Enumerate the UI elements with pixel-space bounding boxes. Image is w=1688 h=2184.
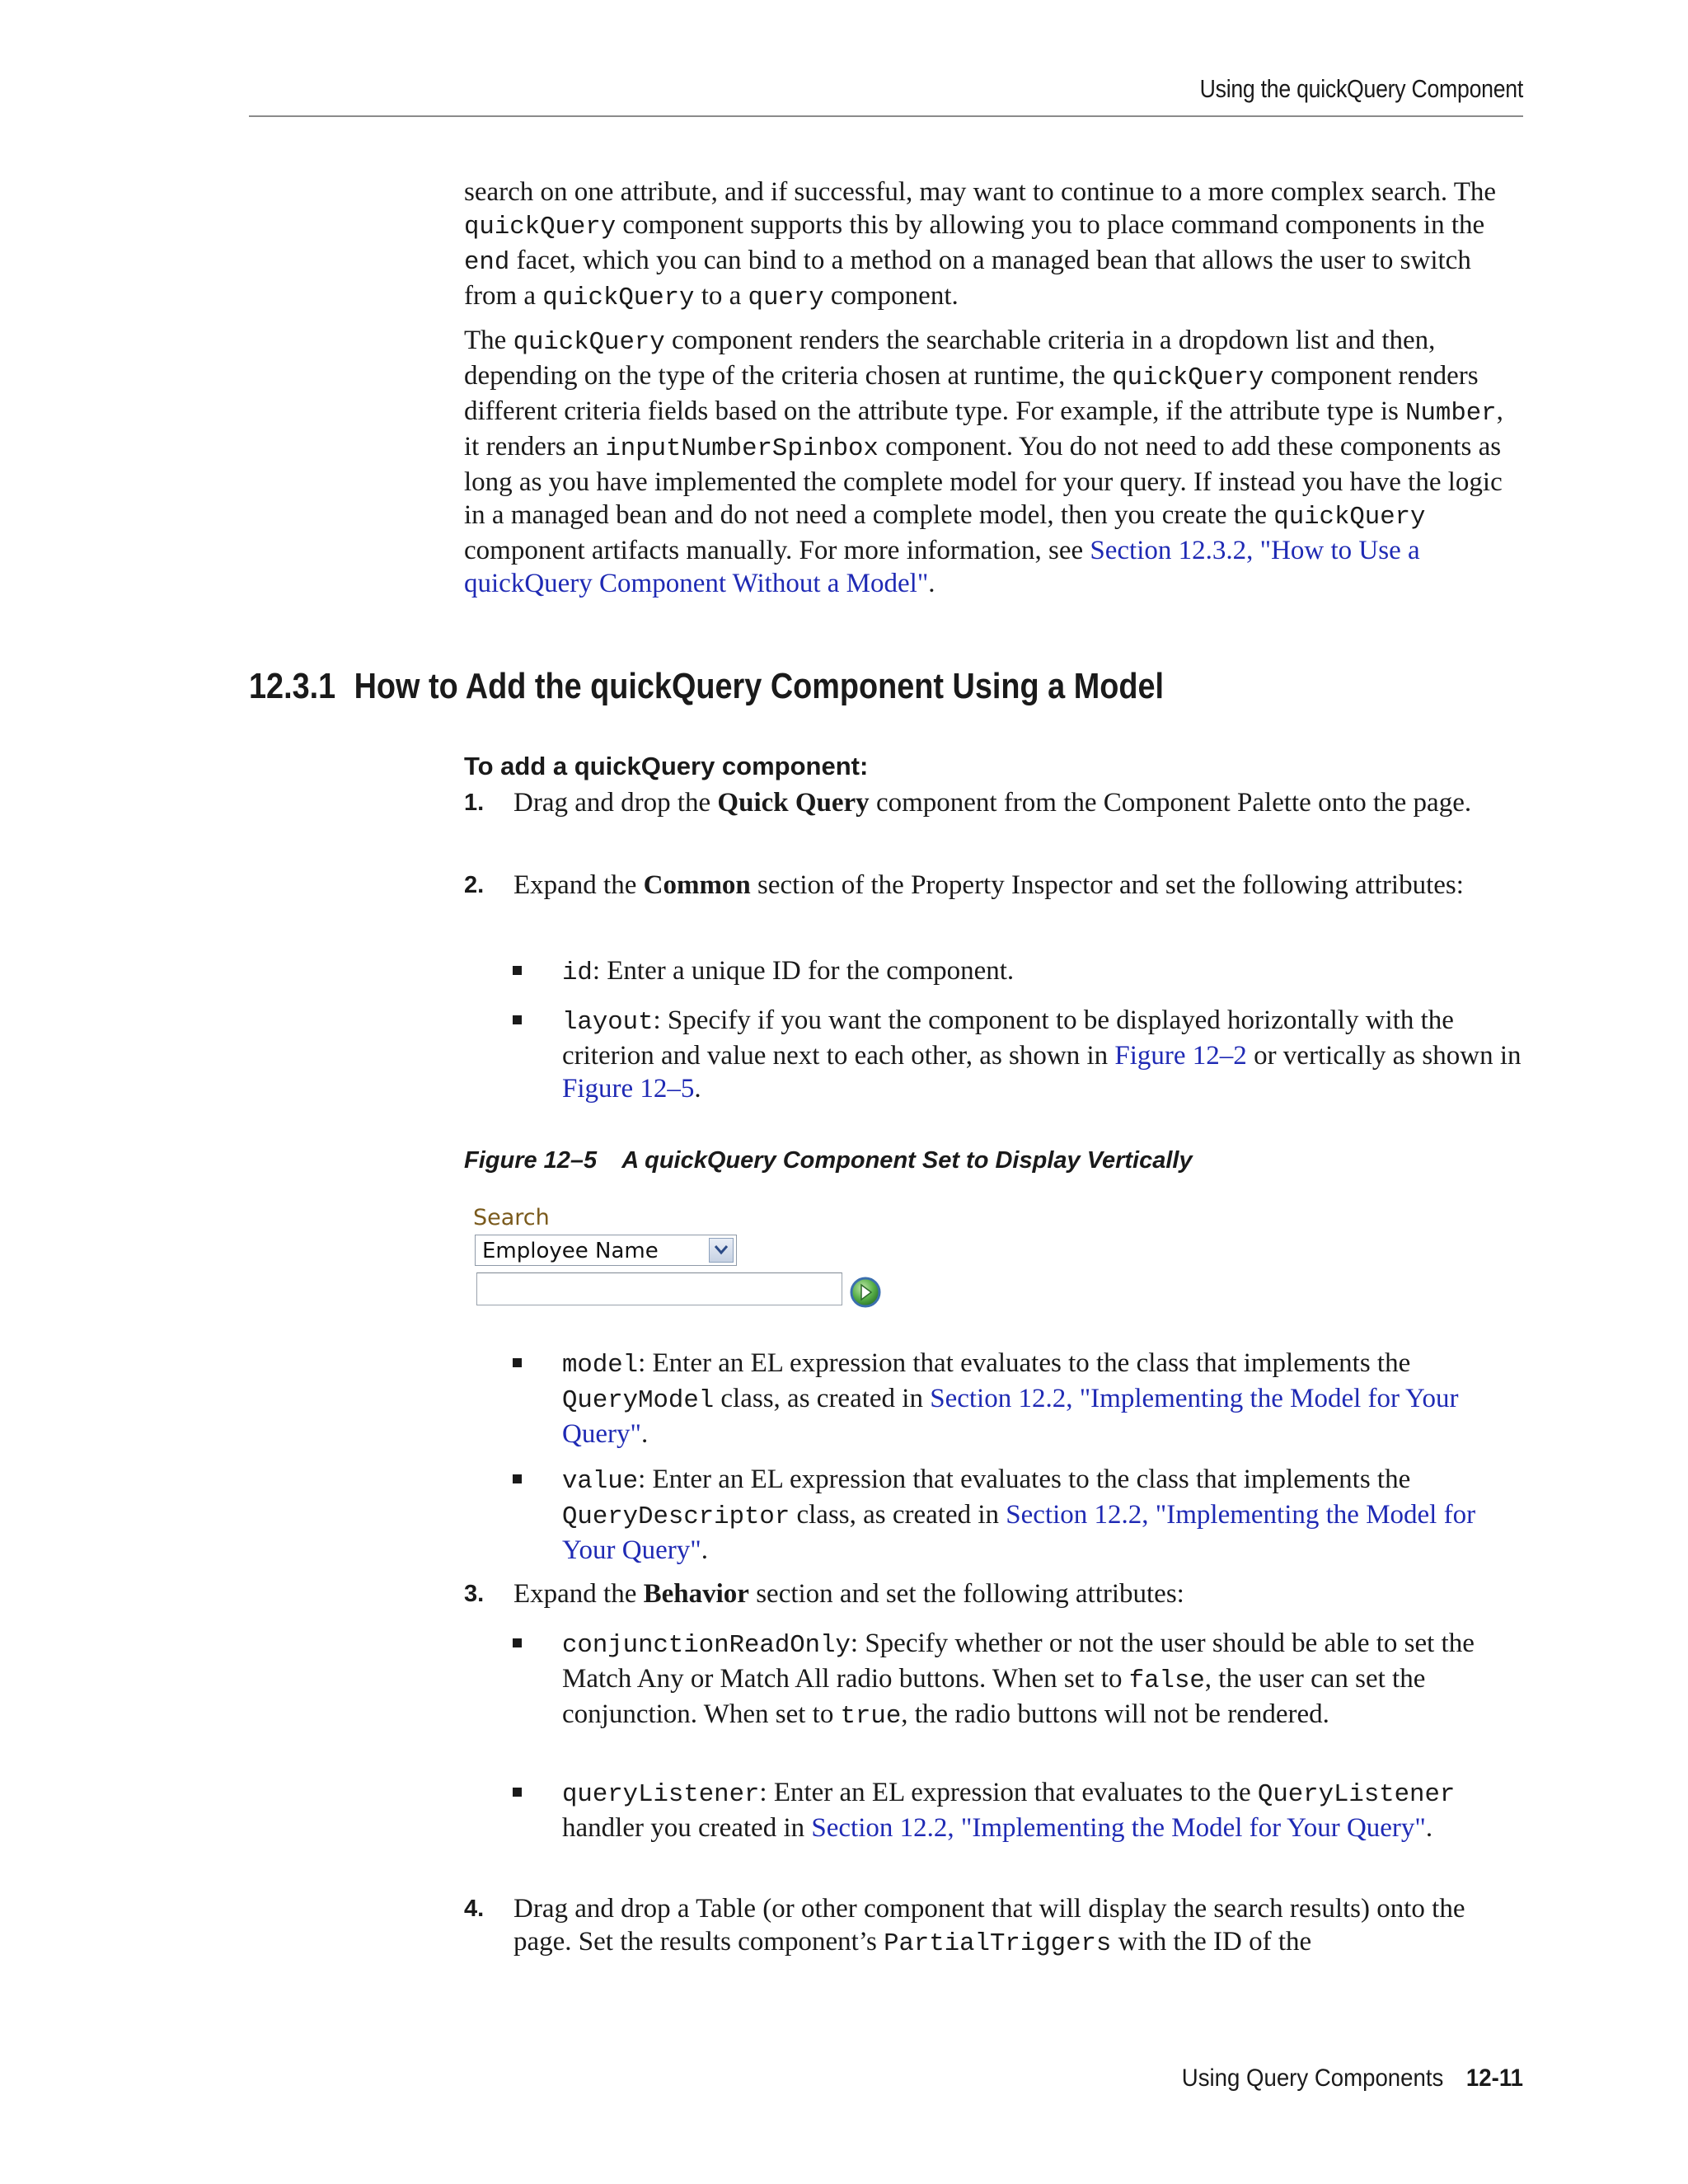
link-section-12-3-2[interactable]: Section 12.3.2, "How to Use a quickQuery Component Without a Model" [464,536,1420,598]
code-inputnumberspinbox: inputNumberSpinbox [605,434,879,463]
bullet-text [562,1627,1523,1733]
bullet-square-icon [513,1638,522,1647]
text-run: component artifacts manually. For more information, see [464,536,1090,565]
search-label: Search [473,1205,550,1230]
bullet-value [513,1463,1523,1567]
code-model: model [562,1351,639,1380]
code-conjunctionreadonly: conjunctionReadOnly [562,1631,851,1660]
bullet-square-icon [513,1358,522,1367]
code-quickquery: quickQuery [542,284,695,312]
text-run: search on one attribute, and if successful, may want to continue to a more complex search. The [464,177,1497,207]
text-run: : Specify if you want the component to be displayed horizontally with the criterion and value next to each other, as shown in [562,1005,1454,1071]
text-run: Expand the [513,870,644,900]
link-section-12-2[interactable]: Section 12.2, "Implementing the Model for Your Query" [562,1384,1459,1449]
figure-number: Figure 12–5 [464,1147,598,1174]
text-run: Drag and drop a Table (or other component that will display the search results) onto the page. Set the results component’s [513,1894,1465,1957]
footer-chapter-title: Using Query Components [1181,2064,1444,2092]
code-false: false [1128,1666,1205,1695]
code-querydescriptor: QueryDescriptor [562,1502,790,1531]
text-run: The [464,326,513,355]
text-run: Drag and drop the [513,788,718,818]
text-run: class, as created in [790,1500,1006,1530]
step-3 [464,1577,1523,1610]
figure-caption [464,1147,1193,1174]
figure-quickquery-vertical [471,1205,900,1314]
text-run: component supports this by allowing you to place command components in the [616,210,1485,240]
bullet-square-icon [513,966,522,975]
step-2 [464,869,1523,902]
step-4 [464,1892,1523,1961]
bullet-model [513,1347,1523,1451]
code-quickquery: quickQuery [464,213,617,241]
step-1 [464,786,1523,819]
code-layout: layout [562,1008,654,1037]
text-run: . [701,1535,708,1565]
search-value-input[interactable] [476,1272,842,1305]
criteria-select-value: Employee Name [482,1239,659,1263]
step-text [513,786,1523,819]
code-end: end [464,248,510,277]
intro-paragraph-1 [464,176,1523,315]
code-value: value [562,1467,639,1496]
procedure-title: To add a quickQuery component: [464,752,869,780]
code-quickquery: quickQuery [513,328,665,357]
text-run: with the ID of the [1111,1927,1312,1957]
step-text [513,1577,1523,1610]
text-run: component renders different criteria fields based on the attribute type. For example, if the attribute type is [464,361,1479,426]
section-title: How to Add the quickQuery Component Using a Model [354,666,1165,706]
text-run: : Enter an EL expression that evaluates to the [759,1778,1258,1807]
text-run: or vertically as shown in [1246,1041,1522,1071]
page-footer [351,2064,1523,2093]
code-number: Number [1405,399,1497,428]
bullet-id [513,954,1523,990]
text-run: , the user can set the conjunction. When set to [562,1664,1426,1729]
step-number: 1. [464,790,485,816]
text-run: component. You do not need to add these components as long as you have implemented the complete model for your query. If instead you have the logic in a managed bean and do not need a complete model, then you create the [464,432,1503,530]
text-run: : Enter an EL expression that evaluates to the class that implements the [638,1348,1411,1378]
section-heading [249,666,1383,707]
text-run: . [640,1419,649,1449]
header-rule [249,115,1523,117]
text-run: handler you created in [562,1813,812,1843]
code-querylistener: queryListener [562,1780,760,1809]
link-figure-12-2[interactable]: Figure 12–2 [1114,1041,1247,1071]
link-figure-12-5[interactable]: Figure 12–5 [562,1074,695,1104]
ui-label-common: Common [643,870,751,900]
bullet-querylistener [513,1776,1523,1844]
go-arrow-icon[interactable] [849,1276,882,1309]
text-run: section and set the following attributes: [748,1579,1184,1609]
text-run: to a [694,281,748,311]
bullet-square-icon [513,1788,522,1797]
chevron-down-icon[interactable] [709,1238,734,1263]
bullet-square-icon [513,1474,522,1483]
text-run: . [694,1074,701,1104]
text-run: section of the Property Inspector and set the following attributes: [750,870,1464,900]
code-querylistener-class: QueryListener [1257,1780,1456,1809]
bullet-text [562,1004,1523,1105]
text-run: component renders the searchable criteria in a dropdown list and then, depending on the type of the criteria chosen at runtime, the [464,326,1436,391]
ui-label-behavior: Behavior [643,1579,749,1609]
running-header: Using the quickQuery Component [1199,74,1523,103]
step-number: 2. [464,872,485,898]
text-run: class, as created in [714,1384,931,1413]
text-run: : Enter an EL expression that evaluates to the class that implements the [638,1465,1411,1494]
text-run: component from the Component Palette onto the page. [869,788,1472,818]
text-run: , the radio buttons will not be rendered. [901,1699,1329,1729]
step-text [513,1892,1523,1961]
bullet-conjunctionreadonly [513,1627,1523,1733]
code-quickquery: quickQuery [1273,503,1426,532]
bullet-text [562,1463,1523,1567]
code-partialtriggers: PartialTriggers [884,1929,1112,1958]
bullet-text [562,954,1523,990]
section-number: 12.3.1 [249,666,336,706]
code-true: true [840,1702,902,1731]
intro-paragraph-2 [464,324,1523,600]
step-number: 4. [464,1896,485,1922]
text-run: . [928,569,935,598]
text-run: : Enter a unique ID for the component. [592,956,1015,986]
code-querymodel: QueryModel [562,1386,715,1415]
page-number: 12-11 [1465,2064,1523,2092]
bullet-layout [513,1004,1523,1105]
bullet-text [562,1776,1523,1844]
code-id: id [562,958,593,987]
link-section-12-2[interactable]: Section 12.2, "Implementing the Model for Your Query" [562,1500,1476,1565]
text-run: , it renders an [464,396,1503,462]
criteria-select[interactable] [475,1235,737,1266]
bullet-text [562,1347,1523,1451]
bullet-square-icon [513,1015,522,1024]
step-text [513,869,1523,902]
ui-label-quick-query: Quick Query [717,788,870,818]
text-run: Expand the [513,1579,644,1609]
text-run: : Specify whether or not the user should be able to set the Match Any or Match All radio buttons. When set to [562,1629,1475,1694]
code-query: query [748,284,824,312]
link-section-12-2[interactable]: Section 12.2, "Implementing the Model for Your Query" [811,1813,1426,1843]
step-number: 3. [464,1581,485,1607]
code-quickquery: quickQuery [1112,363,1264,392]
text-run: facet, which you can bind to a method on a managed bean that allows the user to switch from a [464,246,1471,311]
text-run: . [1425,1813,1433,1843]
text-run: component. [823,281,959,311]
figure-caption-text: A quickQuery Component Set to Display Vertically [621,1147,1193,1174]
